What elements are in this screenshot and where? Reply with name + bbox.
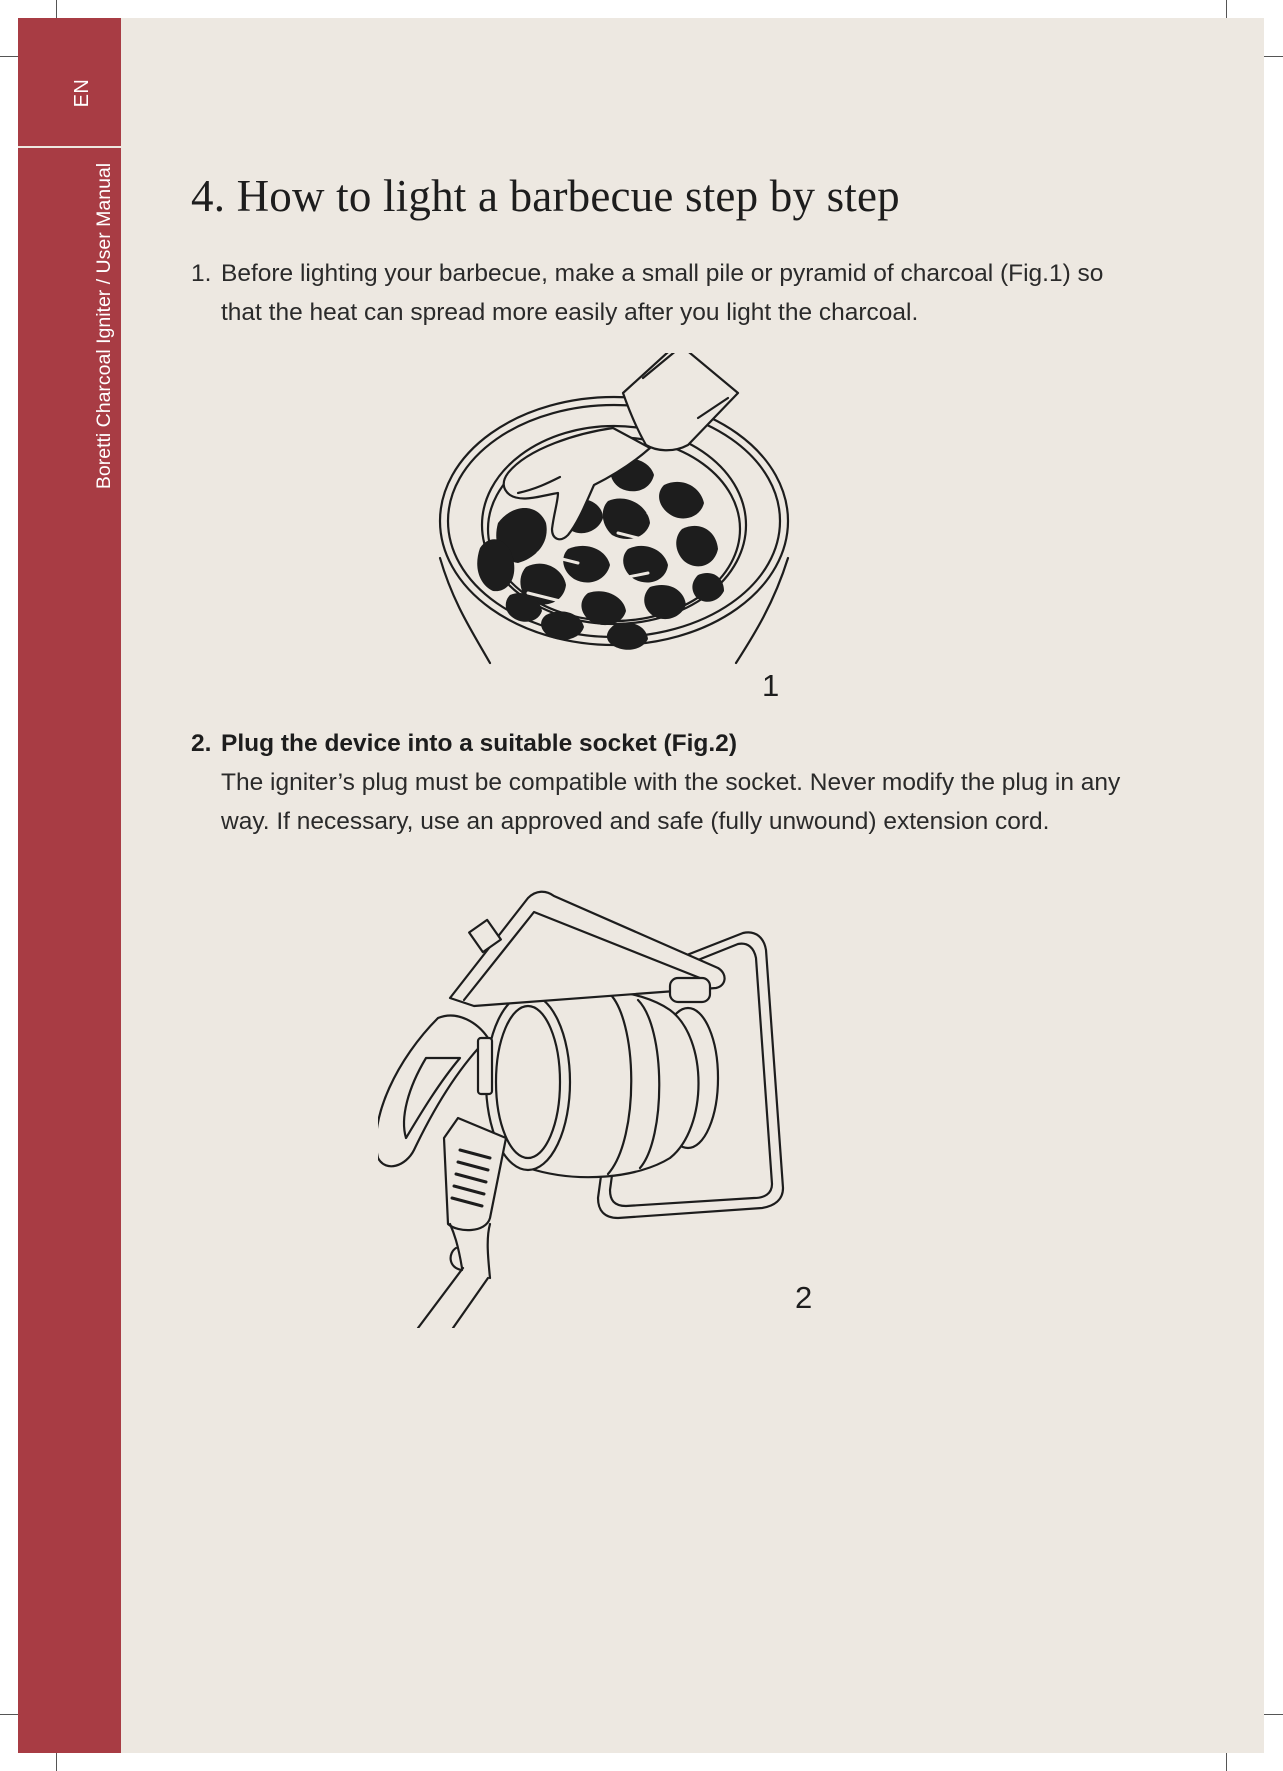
- language-label: EN: [71, 78, 93, 108]
- step-text: Before lighting your barbecue, make a small pile or pyramid of charcoal (Fig.1) so that the heat can spread more easily after you light the charcoal.: [221, 260, 1104, 326]
- step-number: 1.: [191, 260, 212, 287]
- step-body: [221, 724, 1121, 841]
- step-number: 2.: [191, 730, 212, 757]
- manual-title: Boretti Charcoal Igniter / User Manual: [93, 162, 115, 490]
- figure-1-label: 1: [762, 668, 780, 703]
- manual-page: [18, 18, 1264, 1753]
- step-lead: Plug the device into a suitable socket (Fig.2): [221, 730, 737, 757]
- step-text: The igniter’s plug must be compatible with the socket. Never modify the plug in any way. If necessary, use an approved and safe (fully unwound) extension cord.: [221, 769, 1121, 835]
- step-body: [221, 254, 1121, 332]
- barbecue-charcoal-hand-illustration-icon: [418, 353, 818, 753]
- sidebar: [18, 18, 121, 1753]
- step-1: [191, 254, 1121, 332]
- figure-2-label: 2: [795, 1280, 813, 1315]
- step-2: [191, 724, 1121, 841]
- section-heading: 4. How to light a barbecue step by step: [191, 171, 900, 221]
- plug-socket-illustration-icon: [378, 888, 828, 1328]
